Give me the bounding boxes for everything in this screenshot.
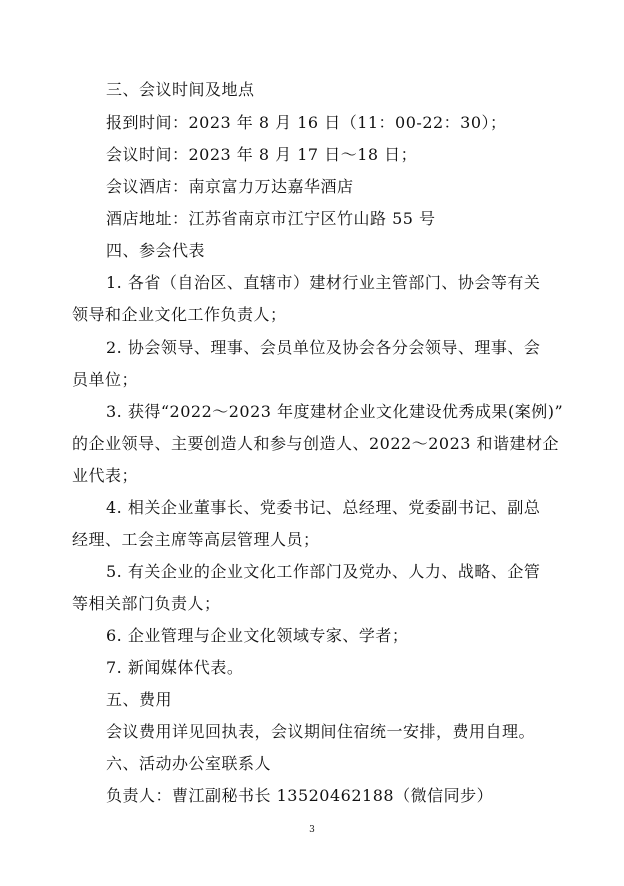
attendee-item-2: 2. 协会领导、理事、会员单位及协会各分会领导、理事、会: [106, 338, 541, 357]
attendee-item-6: 6. 企业管理与企业文化领域专家、学者；: [106, 626, 409, 645]
attendee-item-5-cont: 等相关部门负责人；: [72, 594, 221, 613]
section-5-heading: 五、费用: [106, 690, 173, 709]
attendee-item-2-cont: 员单位；: [72, 370, 139, 389]
meeting-hotel: 会议酒店：南京富力万达嘉华酒店: [106, 177, 354, 196]
fee-description: 会议费用详见回执表，会议期间住宿统一安排，费用自理。: [106, 722, 536, 741]
checkin-time: 报到时间：2023 年 8 月 16 日（11：00-22：30）；: [106, 113, 507, 132]
attendee-item-7: 7. 新闻媒体代表。: [106, 658, 244, 677]
meeting-time: 会议时间：2023 年 8 月 17 日～18 日；: [106, 145, 418, 164]
page-number: 3: [309, 825, 315, 835]
attendee-item-3-cont2: 业代表；: [72, 466, 139, 485]
attendee-item-1-cont: 领导和企业文化工作负责人；: [72, 305, 287, 324]
contact-person: 负责人：曹江副秘书长 13520462188（微信同步）: [106, 786, 494, 805]
hotel-address: 酒店地址：江苏省南京市江宁区竹山路 55 号: [106, 209, 436, 228]
section-4-heading: 四、参会代表: [106, 241, 206, 260]
attendee-item-4: 4. 相关企业董事长、党委书记、总经理、党委副书记、副总: [106, 498, 541, 517]
attendee-item-4-cont: 经理、工会主席等高层管理人员；: [72, 530, 320, 549]
section-6-heading: 六、活动办公室联系人: [106, 754, 272, 773]
attendee-item-3: 3. 获得“2022～2023 年度建材企业文化建设优秀成果(案例)”: [106, 402, 564, 421]
section-3-heading: 三、会议时间及地点: [106, 80, 255, 99]
attendee-item-5: 5. 有关企业的企业文化工作部门及党办、人力、战略、企管: [106, 562, 541, 581]
attendee-item-3-cont: 的企业领导、主要创造人和参与创造人、2022～2023 和谐建材企: [72, 434, 560, 453]
attendee-item-1: 1. 各省（自治区、直辖市）建材行业主管部门、协会等有关: [106, 273, 541, 292]
